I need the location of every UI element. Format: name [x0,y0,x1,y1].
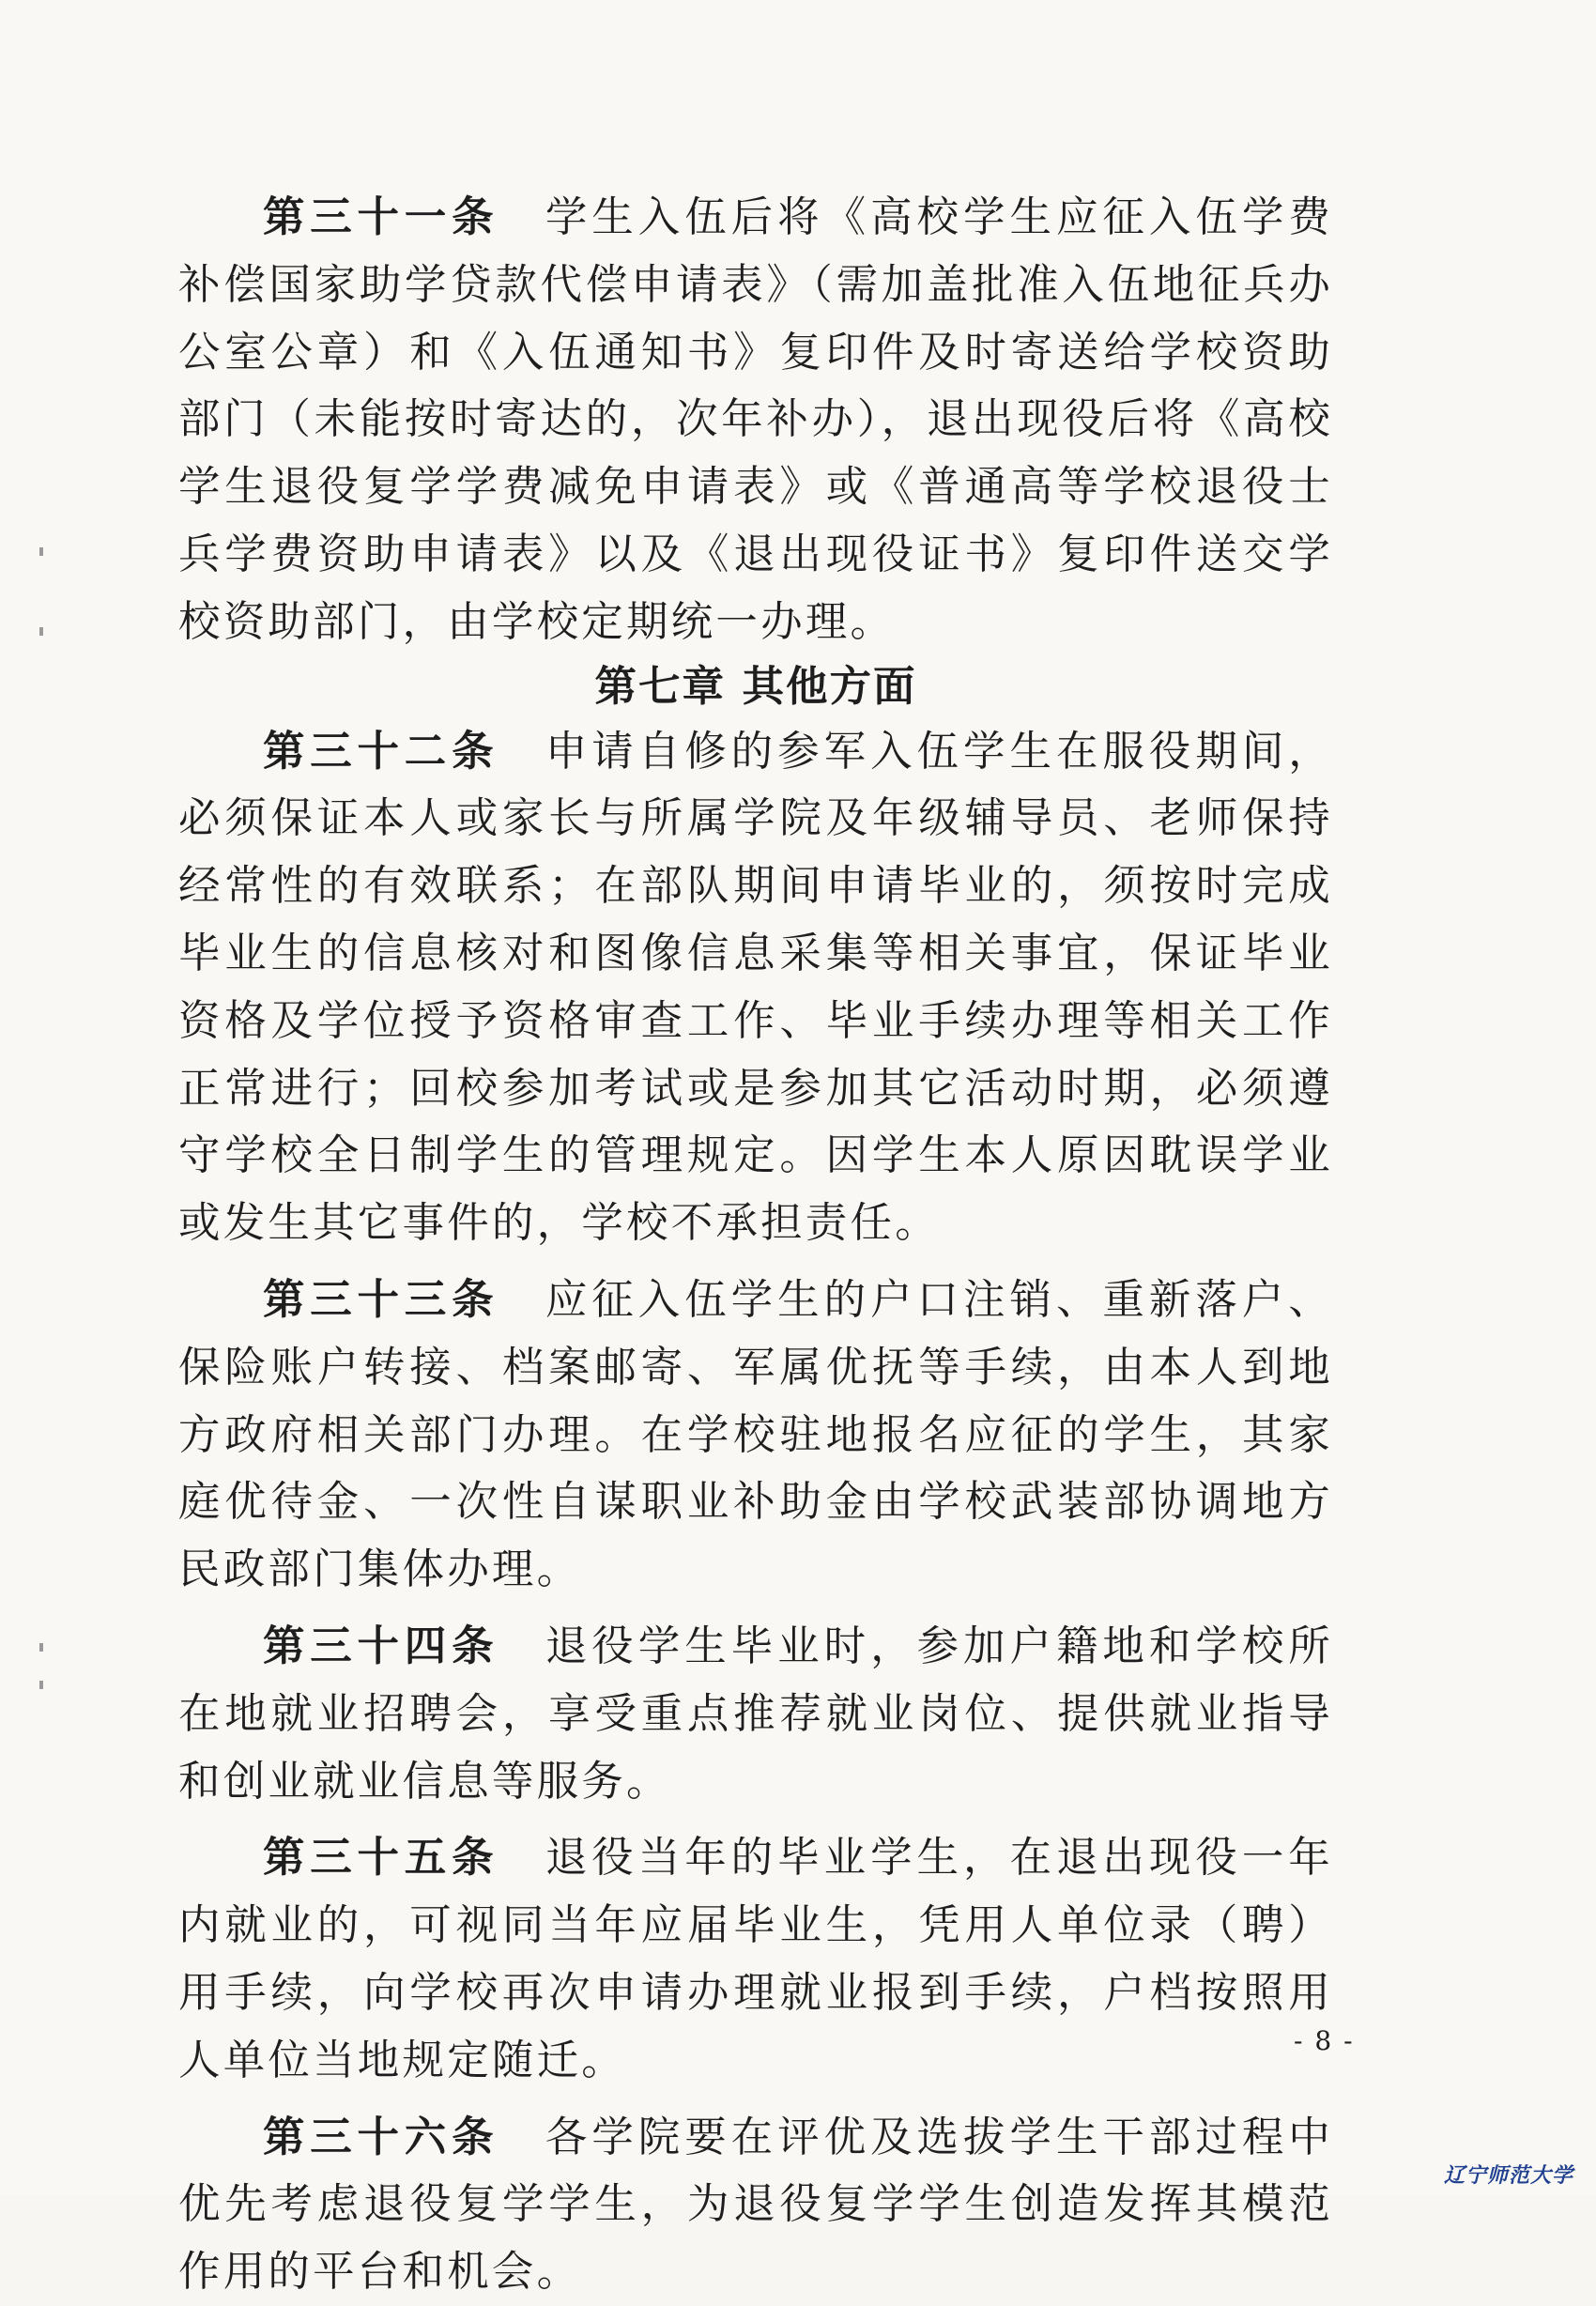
article-heading: 第三十二条 [263,727,499,776]
chapter-title: 第七章 其他方面 [594,662,917,711]
article-31-paragraph [178,184,1333,656]
article-32-paragraph [178,718,1333,1257]
article-36-paragraph [178,2104,1333,2306]
article-35-paragraph [178,1824,1333,2094]
article-text: 应征入伍学生的户口注销、重新落户、保险账户转接、档案邮寄、军属优抚等手续，由本人到地方政府相关部门办理。在学校驻地报名应征的学生，其家庭优待金、一次性自谋职业补助金由学校武装部协调地方民政部门集体办理。 [178,1275,1333,1594]
page-number: - 8 - [1294,2025,1355,2056]
article-text: 学生入伍后将《高校学生应征入伍学费补偿国家助学贷款代偿申请表》（需加盖批准入伍地征兵办公室公章）和《入伍通知书》复印件及时寄送给学校资助部门（未能按时寄达的，次年补办），退出现役后将《高校学生退役复学学费减免申请表》或《普通高等学校退役士兵学费资助申请表》以及《退出现役证书》复印件送交学校资助部门，由学校定期统一办理。 [178,193,1333,646]
margin-mark [39,627,43,636]
watermark-logo: 辽宁师范大学 [1444,2164,1574,2188]
article-heading: 第三十三条 [263,1275,499,1324]
article-34-paragraph [178,1613,1333,1815]
article-33-paragraph [178,1267,1333,1604]
article-heading: 第三十六条 [263,2113,499,2161]
article-text: 退役学生毕业时，参加户籍地和学校所在地就业招聘会，享受重点推荐就业岗位、提供就业指导和创业就业信息等服务。 [178,1622,1333,1806]
article-heading: 第三十五条 [263,1834,499,1883]
article-text: 退役当年的毕业学生，在退出现役一年内就业的，可视同当年应届毕业生，凭用人单位录（聘）用手续，向学校再次申请办理就业报到手续，户档按照用人单位当地规定随迁。 [178,1834,1333,2084]
article-text: 各学院要在评优及选拔学生干部过程中优先考虑退役复学学生，为退役复学学生创造发挥其模范作用的平台和机会。 [178,2113,1333,2297]
margin-mark [39,547,43,556]
article-heading: 第三十四条 [263,1622,499,1670]
margin-mark [39,1643,43,1652]
document-body [178,184,1333,2306]
article-text: 申请自修的参军入伍学生在服役期间，必须保证本人或家长与所属学院及年级辅导员、老师保持经常性的有效联系；在部队期间申请毕业的，须按时完成毕业生的信息核对和图像信息采集等相关事宜，保证毕业资格及学位授予资格审查工作、毕业手续办理等相关工作正常进行；回校参加考试或是参加其它活动时期，必须遵守学校全日制学生的管理规定。因学生本人原因耽误学业或发生其它事件的，学校不承担责任。 [178,727,1333,1248]
margin-mark [39,1681,43,1689]
article-heading: 第三十一条 [263,193,499,241]
